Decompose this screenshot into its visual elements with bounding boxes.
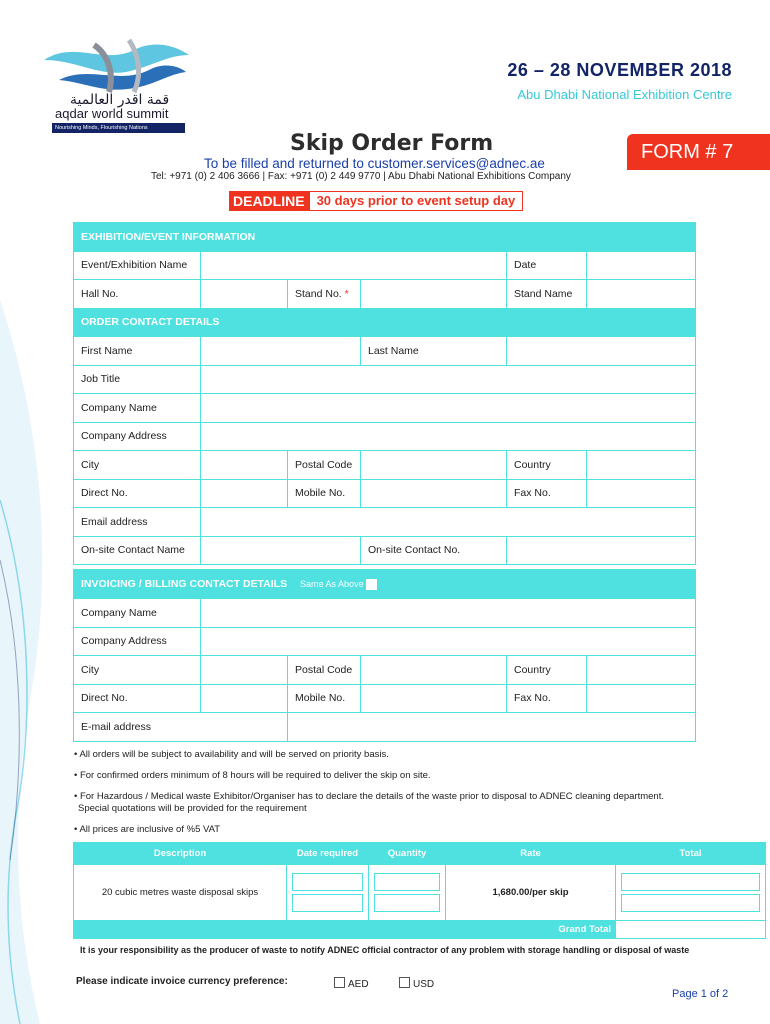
field-billing-direct-no[interactable]: [201, 684, 288, 713]
logo-english-name: aqdar world summit: [55, 106, 169, 121]
order-field-total[interactable]: [616, 865, 766, 921]
aed-checkbox[interactable]: [334, 977, 345, 988]
label-hall-no: Hall No.: [74, 280, 201, 309]
exhibition-contact-table: [73, 222, 696, 565]
order-table: [73, 842, 766, 939]
deadline-label: DEADLINE: [229, 191, 309, 211]
order-header-date: Date required: [287, 843, 369, 865]
deadline-banner: [229, 191, 523, 211]
label-first-name: First Name: [74, 337, 201, 366]
field-billing-company-name[interactable]: [201, 599, 696, 628]
label-billing-mobile-no: Mobile No.: [288, 684, 361, 713]
field-billing-city[interactable]: [201, 656, 288, 685]
label-billing-fax-no: Fax No.: [507, 684, 587, 713]
terms-notes: [74, 749, 714, 845]
responsibility-note: It is your responsibility as the producer of waste to notify ADNEC official contractor of any problem with storage handling or disposal of waste: [80, 945, 690, 955]
label-direct-no: Direct No.: [74, 479, 201, 508]
field-onsite-name[interactable]: [201, 536, 361, 565]
order-header-description: Description: [74, 843, 287, 865]
return-prefix: To be filled and returned to: [204, 156, 368, 171]
contact-line: Tel: +971 (0) 2 406 3666 | Fax: +971 (0) 2 449 9770 | Abu Dhabi National Exhibitions Company: [151, 171, 571, 182]
field-fax-no[interactable]: [587, 479, 696, 508]
field-stand-no[interactable]: [361, 280, 507, 309]
field-mobile-no[interactable]: [361, 479, 507, 508]
grand-total-label: Grand Total: [74, 921, 616, 939]
label-billing-postal-code: Postal Code: [288, 656, 361, 685]
decorative-swoosh: [0, 0, 70, 1024]
order-item-rate: 1,680.00/per skip: [446, 865, 616, 921]
order-header-quantity: Quantity: [369, 843, 446, 865]
currency-option-usd[interactable]: USD: [399, 977, 434, 990]
currency-label: Please indicate invoice currency preference:: [76, 976, 288, 987]
field-city[interactable]: [201, 451, 288, 480]
return-email-link[interactable]: customer.services@adnec.ae: [367, 156, 545, 171]
label-mobile-no: Mobile No.: [288, 479, 361, 508]
usd-checkbox[interactable]: [399, 977, 410, 988]
field-company-address[interactable]: [201, 422, 696, 451]
field-billing-mobile-no[interactable]: [361, 684, 507, 713]
return-instruction: [204, 156, 545, 171]
invoicing-table: [73, 569, 696, 742]
section-heading-exhibition: EXHIBITION/EVENT INFORMATION: [74, 223, 696, 252]
currency-option-aed[interactable]: AED: [334, 977, 369, 990]
order-header-total: Total: [616, 843, 766, 865]
label-billing-email: E-mail address: [74, 713, 288, 742]
deadline-text: 30 days prior to event setup day: [309, 191, 524, 211]
field-last-name[interactable]: [507, 337, 696, 366]
label-company-address: Company Address: [74, 422, 201, 451]
logo-arabic-name: قمة اقدر العالمية: [70, 92, 170, 108]
field-billing-company-address[interactable]: [201, 627, 696, 656]
label-billing-company-address: Company Address: [74, 627, 201, 656]
order-field-date[interactable]: [287, 865, 369, 921]
label-country: Country: [507, 451, 587, 480]
label-date: Date: [507, 251, 587, 280]
label-billing-country: Country: [507, 656, 587, 685]
label-last-name: Last Name: [361, 337, 507, 366]
field-billing-country[interactable]: [587, 656, 696, 685]
grand-total-field[interactable]: [616, 921, 766, 939]
note-item: • For Hazardous / Medical waste Exhibitor/Organiser has to declare the details of the waste prior to disposal to ADNEC cleaning department. Special quotations will be provided for the requirement: [74, 791, 664, 814]
required-star: *: [344, 287, 349, 300]
section-heading-invoicing: INVOICING / BILLING CONTACT DETAILS Same As Above: [74, 570, 696, 599]
label-company-name: Company Name: [74, 394, 201, 423]
field-hall-no[interactable]: [201, 280, 288, 309]
form-title: Skip Order Form: [290, 131, 494, 156]
field-company-name[interactable]: [201, 394, 696, 423]
label-city: City: [74, 451, 201, 480]
label-billing-city: City: [74, 656, 201, 685]
label-job-title: Job Title: [74, 365, 201, 394]
field-job-title[interactable]: [201, 365, 696, 394]
field-country[interactable]: [587, 451, 696, 480]
note-item: • All orders will be subject to availability and will be served on priority basis.: [74, 749, 389, 760]
label-postal-code: Postal Code: [288, 451, 361, 480]
field-email[interactable]: [201, 508, 696, 537]
field-stand-name[interactable]: [587, 280, 696, 309]
order-item-description: 20 cubic metres waste disposal skips: [74, 865, 287, 921]
label-stand-no: Stand No. *: [288, 280, 361, 309]
field-postal-code[interactable]: [361, 451, 507, 480]
label-onsite-no: On-site Contact No.: [361, 536, 507, 565]
label-email: Email address: [74, 508, 201, 537]
order-header-rate: Rate: [446, 843, 616, 865]
section-heading-order-contact: ORDER CONTACT DETAILS: [74, 308, 696, 337]
field-onsite-no[interactable]: [507, 536, 696, 565]
logo-tagline: Nourishing Minds, Flourishing Nations: [52, 123, 185, 133]
field-billing-email[interactable]: [288, 713, 696, 742]
page-number: Page 1 of 2: [672, 988, 729, 1000]
order-field-quantity[interactable]: [369, 865, 446, 921]
field-event-name[interactable]: [201, 251, 507, 280]
label-billing-company-name: Company Name: [74, 599, 201, 628]
note-item: • For confirmed orders minimum of 8 hours will be required to deliver the skip on site.: [74, 770, 431, 781]
field-first-name[interactable]: [201, 337, 361, 366]
same-as-above-checkbox[interactable]: [366, 579, 377, 590]
field-billing-fax-no[interactable]: [587, 684, 696, 713]
field-billing-postal-code[interactable]: [361, 656, 507, 685]
field-direct-no[interactable]: [201, 479, 288, 508]
same-as-above-label: Same As Above: [300, 579, 364, 589]
field-date[interactable]: [587, 251, 696, 280]
event-venue: Abu Dhabi National Exhibition Centre: [517, 87, 732, 102]
label-event-name: Event/Exhibition Name: [74, 251, 201, 280]
event-dates: 26 – 28 NOVEMBER 2018: [507, 60, 732, 80]
form-number-badge: FORM # 7: [627, 134, 770, 170]
label-stand-name: Stand Name: [507, 280, 587, 309]
note-item: • All prices are inclusive of %5 VAT: [74, 824, 221, 835]
label-billing-direct-no: Direct No.: [74, 684, 201, 713]
label-fax-no: Fax No.: [507, 479, 587, 508]
label-onsite-name: On-site Contact Name: [74, 536, 201, 565]
